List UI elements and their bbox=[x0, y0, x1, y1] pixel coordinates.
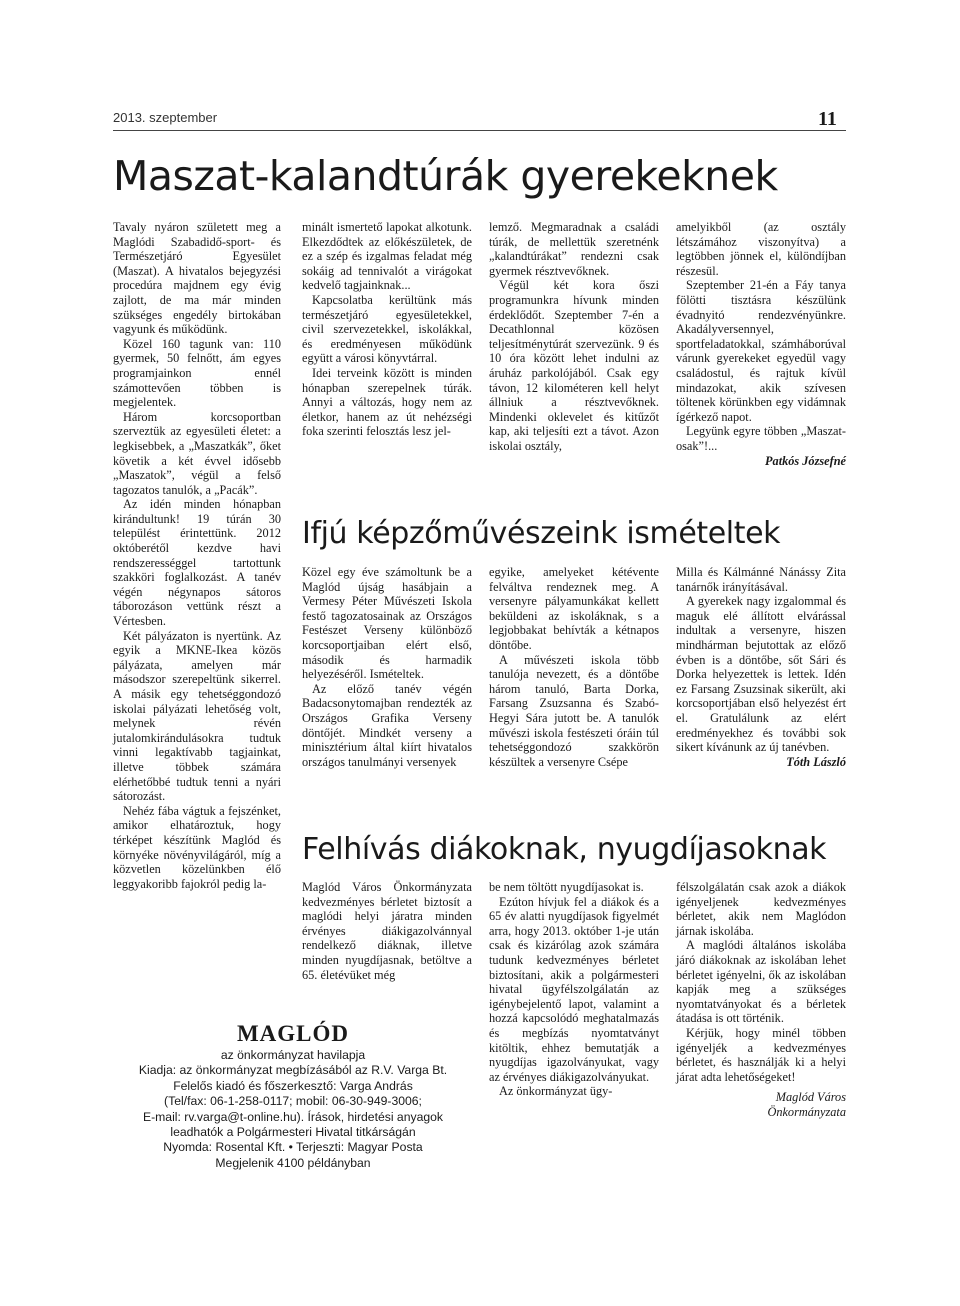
article3-paragraph: Az önkormányzat ügy- bbox=[499, 1084, 613, 1099]
imprint-line: leadhatók a Polgármesteri Hivatal titkárságán bbox=[170, 1125, 416, 1140]
article3-paragraph: félszolgálatán csak azok a diákok igényeljenek kedvezményes bérletet, akik nem Maglódon járnak iskolába. bbox=[676, 880, 846, 938]
article1-paragraph: Két pályázaton is nyertünk. Az egyik a MKNE-Ikea közös pályázata, amelyen már másodszor szerepeltünk sikerrel. A másik egy tehetséggondozó iskolai pályázati lehetőség volt, melynek révén jutalomkirándulásokra tudtuk vinni legaktívabb tagjainkat, illetve többek számára elérhetőbbé tudtuk tenni a nyári sátorozást. bbox=[113, 628, 281, 804]
imprint-title: MAGLÓD bbox=[236, 1021, 350, 1046]
article3-paragraph: Kérjük, hogy minél többen igényeljék a kedvezményes bérletet, és használják ki a helyi járat adta lehetőségeket! bbox=[676, 1025, 846, 1084]
article3-title: Felhívás diákoknak, nyugdíjasoknak bbox=[302, 832, 827, 867]
article3-paragraph: be nem töltött nyugdíjasokat is. bbox=[489, 880, 644, 894]
imprint-line: Felelős kiadó és főszerkesztő: Varga András bbox=[173, 1078, 413, 1093]
article1-paragraph: Legyünk egyre többen „Maszat-osak”!... bbox=[676, 424, 846, 453]
article1-paragraph: Idei terveink között is minden hónapban szerepelnek túrák. Annyi a változás, hogy nem az életkor, hanem az út nehézségi foka szerinti felosztás lesz jel- bbox=[302, 365, 472, 439]
article1-paragraph: Az idén minden hónapban kirándultunk! 19 túrán 30 települést érintettünk. 2012 októberétől kezdve havi rendszerességgel tartottunk szakköri foglalkozást. A tanév végén négynapos sátoros táborozáson vettünk részt a Vértesben. bbox=[113, 497, 281, 629]
article1-paragraph: minált ismertető lapokat alkotunk. Elkezdődtek az előkészületek, de ez a szép és izgalmas feladat még sokáig ad tennivalót a virágokat kedvelő tagjainknak... bbox=[302, 220, 472, 293]
article3-column-3 bbox=[676, 880, 846, 1120]
imprint-line: Nyomda: Rosental Kft. • Terjeszti: Magyar Posta bbox=[163, 1140, 423, 1155]
header-rule bbox=[113, 130, 846, 131]
article2-column-2 bbox=[489, 565, 659, 769]
article1-paragraph: Végül két kora őszi programunkra hívunk minden érdeklődőt. Szeptember 7-én a Decathlonnal közösen teljesítménytúrát szervezünk. 9 és 10 óra között lehet indulni az áruház parkolójából. Csak egy távon, 12 kilométeren kell helyt állniuk a résztvevőknek. Mindenki oklevelet és kitűzőt kap, aki teljesíti ezt a távot. Azon iskolai osztály, bbox=[489, 278, 659, 453]
article1-paragraph: Szeptember 21-én a Fáy tanya fölötti tisztásra készülünk évadnyitó rendezvényünkre. Akadályversennyel, sportfeladatokkal, számháborúval várunk gyerekeket egyedül vagy családostul, és rajtuk kívül mindazokat, akik szívesen töltenek körünkben egy vidámnak ígérkező napot. bbox=[676, 278, 846, 424]
article1-column-1 bbox=[113, 220, 281, 891]
article1-column-4 bbox=[676, 220, 846, 468]
article2-paragraph: Milla és Kálmánné Nánássy Zita tanárnők irányításával. bbox=[676, 565, 846, 594]
article2-paragraph: A gyerekek nagy izgalommal és maguk elé állított elvárással indultak a versenyre, hiszen mindhárman bejutottak az előző évben is a döntőbe, sőt Sári és Dorka helyezettek is lettek. Idén ez Farsang Zsuzsinak sikerült, aki korcsoportjában első helyezést ért el. Gratulálunk az elért eredményekhez és további sok sikert kívánunk az új tanévben. bbox=[676, 594, 846, 755]
article2-paragraph: egyike, amelyeket kétévente felváltva rendeznek meg. A versenyre pályamunkákat kellett beküldeni az iskoláknak, s a legjobbakat behívták a kétnapos döntőbe. bbox=[489, 565, 659, 652]
article3-paragraph: Maglód Város Önkormányzata kedvezményes bérletet biztosít a maglódi helyi járatra minden érvényes diákigazolvánnyal rendelkező diáknak, illetve minden nyugdíjasnak, betöltve a 65. életévüket még bbox=[302, 880, 472, 982]
article2-column-1 bbox=[302, 565, 472, 769]
article1-paragraph: lemző. Megmaradnak a családi túrák, de mellettük szeretnénk „kalandtúrákat” rendezni csak gyermek résztvevőknek. bbox=[489, 220, 659, 278]
article1-paragraph: Tavaly nyáron született meg a Maglódi Szabadidő-sport- és Természetjáró Egyesület (Maszat). A hivatalos bejegyzési procedúra majdnem egy évig zajlott, de ma már minden szükséges engedély birtokában vagyunk és működünk. bbox=[113, 220, 281, 337]
article1-signature: Patkós Józsefné bbox=[765, 453, 846, 468]
article1-column-3 bbox=[489, 220, 659, 454]
article1-paragraph: Közel 160 tagunk van: 110 gyermek, 50 felnőtt, ám egyes programjainkon ennél számottevően többen is megjelentek. bbox=[113, 336, 281, 410]
imprint-line: az önkormányzat havilapja bbox=[220, 1048, 366, 1062]
imprint-line: (Tel/fax: 06-1-258-0117; mobil: 06-30-949-3006; bbox=[164, 1094, 422, 1109]
article1-paragraph: amelyikből (az osztály létszámához viszonyítva) a legtöbben jönnek el, különdíjban részesül. bbox=[676, 220, 846, 278]
article2-signature: Tóth László bbox=[786, 754, 846, 769]
article3-column-1 bbox=[302, 880, 472, 982]
article1-paragraph: Három korcsoportban szerveztük az egyesületi életet: a legkisebbek, a „Maszatkák”, őket követik a két évvel idősebb „Maszatok”, végül a felső tagozatos tanulók, a „Pacák”. bbox=[113, 409, 281, 497]
article1-paragraph: Nehéz fába vágtuk a fejszénket, amikor elhatároztuk, hogy térképet készítünk Maglód és környéke növényvilágáról, míg a közvetlen közelünkben élő leggyakoribb fajokról pedig la- bbox=[113, 803, 281, 891]
article2-paragraph: Közel egy éve számoltunk be a Maglód újság hasábjain a Vermesy Péter Művészeti Iskola festő tagozatosainak az Országos Festészet Verseny különböző korcsoportjaiban elért első, második és harmadik helyezéséről. Ismételtek. bbox=[302, 565, 472, 682]
article1-column-2 bbox=[302, 220, 472, 439]
imprint-line: Megjelenik 4100 példányban bbox=[215, 1155, 371, 1170]
imprint-line: E-mail: rv.varga@t-online.hu). Írások, hirdetési anyagok bbox=[142, 1109, 444, 1124]
article3-signature-line1: Maglód Város bbox=[775, 1090, 846, 1105]
imprint-box bbox=[113, 1020, 473, 1171]
issue-date: 2013. szeptember bbox=[113, 110, 218, 125]
article3-paragraph: A maglódi általános iskolába járó diákoknak az iskolában lehet bérletet igényelni, ők az iskolában kapják meg a szükséges nyomtatványokat és a bérletek átadása is ott történik. bbox=[676, 938, 846, 1026]
article1-title: Maszat-kalandtúrák gyerekeknek bbox=[113, 152, 778, 200]
article1-paragraph: Kapcsolatba kerültünk más természetjáró egyesületekkel, civil szervezetekkel, iskolákkal, és eredményesen működünk együtt a városi könyvtárral. bbox=[302, 292, 472, 366]
article3-column-2 bbox=[489, 880, 659, 1099]
imprint-line: Kiadja: az önkormányzat megbízásából az R.V. Varga Bt. bbox=[138, 1063, 448, 1078]
article2-column-3 bbox=[676, 565, 846, 769]
article2-paragraph: A művészeti iskola több tanulója nevezett, és a döntőbe három tanuló, Barta Dorka, Farsang Zsuzsanna és Szabó-Hegyi Sára jutott be. A tanulók művészi iskola festészeti óráin túl tehetséggondozó szakkörön készültek a versenyre Csépe bbox=[489, 652, 659, 769]
article2-title: Ifjú képzőművészeink ismételtek bbox=[302, 516, 781, 551]
article3-signature-line2: Önkormányzata bbox=[767, 1104, 846, 1119]
page-number: 11 bbox=[818, 108, 837, 130]
article3-paragraph: Ezúton hívjuk fel a diákok és a 65 év alatti nyugdíjasok figyelmét arra, hogy 2013. október 1-je után csak és kizárólag azok számára tudunk kedvezményes bérletet biztosítani, akik a polgármesteri hivatal ügyfélszolgálatán az igénybejelentő lapot, valamint a hozzá kapcsolódó meghatalmazás és megbízás nyomtatványt kitöltik, ehhez bemutatják a nyugdíjas igazolványukat, vagy az érvényes diákigazolványukat. bbox=[489, 894, 659, 1084]
article2-paragraph: Az előző tanév végén Badacsonytomajban rendezték az Országos Grafika Verseny döntőjét. Mindkét verseny a minisztérium által kiírt hivatalos országos tanulmányi versenyek bbox=[302, 681, 472, 769]
